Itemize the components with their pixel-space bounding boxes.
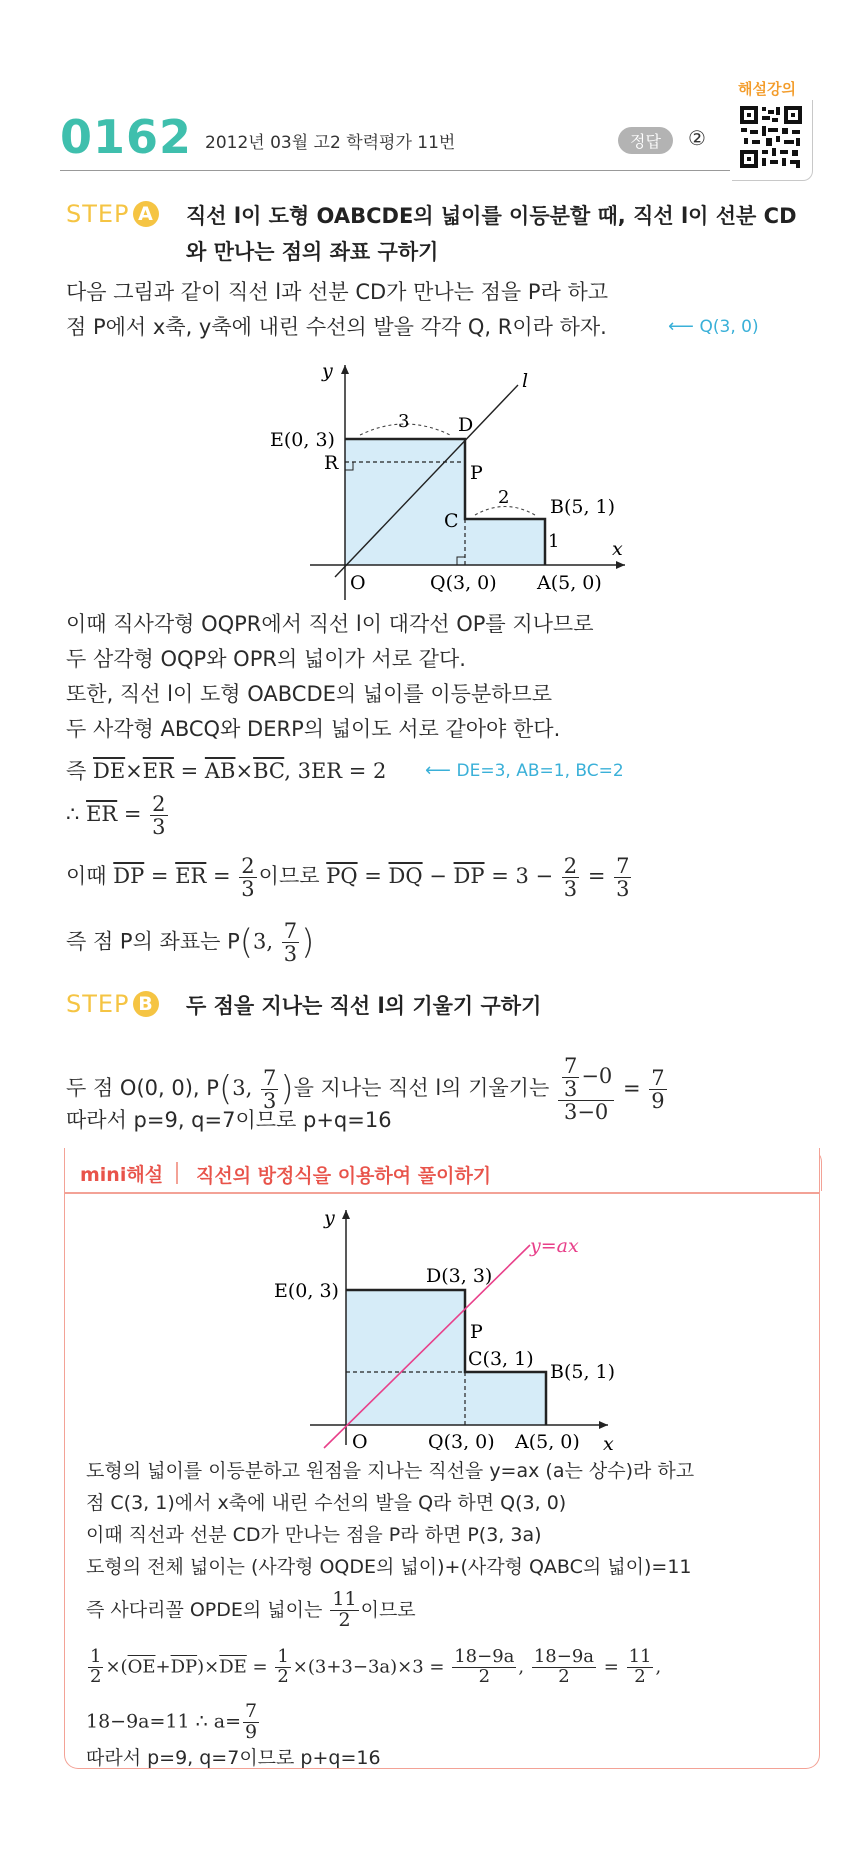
fig1-label-r: R [324,452,339,474]
fig2-label-line: y=ax [530,1235,579,1257]
note-lengths: ⟵ DE=3, AB=1, BC=2 [425,760,624,781]
mini-divider [176,1162,178,1184]
step-a-paragraph-2: 점 P에서 x축, y축에 내린 수선의 발을 각각 Q, R이라 하자. [66,315,607,339]
figure-1-diagram [250,355,640,605]
fig1-label-b: B(5, 1) [550,496,616,518]
step-b-badge: B [133,991,159,1017]
step-b-title: 두 점을 지나는 직선 l의 기울기 구하기 [186,994,542,1018]
fig1-label-x: x [612,538,623,560]
lecture-label: 해설강의 [738,80,796,98]
exam-source: 2012년 03월 고2 학력평가 11번 [205,133,456,153]
step-b-label: STEP B [66,990,159,1018]
step-a-coordinate: 즉 점 P의 좌표는 P(3, $\frac{7}{3}$ ) [66,919,315,967]
problem-number: 0162 [60,110,193,164]
fig1-label-q: Q(3, 0) [430,572,497,594]
step-a-title-line2: 와 만나는 점의 좌표 구하기 [186,240,439,264]
fig2-label-c: C(3, 1) [468,1348,534,1370]
step-a-equation-1: 즉 $\overline{DE}\times\overline{ER} = \overline{AB}\times\overline{BC}$, 3ER = 2 [66,759,387,783]
fig1-length-3: 3 [398,411,410,432]
fig2-label-e: E(0, 3) [274,1280,339,1302]
fig1-label-y: y [322,360,333,382]
fig1-label-p: P [470,462,483,484]
fig1-label-d: D [458,414,474,436]
fig2-label-d: D(3, 3) [426,1265,493,1287]
step-a-title-line1: 직선 l이 도형 OABCDE의 넓이를 이등분할 때, 직선 l이 선분 CD [186,204,797,228]
fig1-label-o: O [350,572,366,594]
mini-line-5: 즉 사다리꼴 OPDE의 넓이는 $\frac{11}{2}$ 이므로 [86,1588,416,1631]
fig1-label-l: l [522,370,529,392]
figure-2-diagram [268,1200,628,1450]
mini-line-2: 점 C(3, 1)에서 x축에 내린 수선의 발을 Q라 하면 Q(3, 0) [86,1492,567,1514]
fig2-label-q: Q(3, 0) [428,1431,495,1450]
mini-line-1: 도형의 넓이를 이등분하고 원점을 지나는 직선을 y=ax (a는 상수)라 하고 [86,1460,695,1482]
fig2-label-y: y [324,1207,335,1229]
step-b-result: 따라서 p=9, q=7이므로 p+q=16 [66,1108,392,1132]
fig2-label-x: x [603,1433,614,1450]
step-a-equation-pq: 이때 $\overline{DP} = \overline{ER}$ = $\frac{2}{3}$ 이므로 $\overline{PQ} = \overline{DQ} - \overline{DP} = 3$ − $\frac{2}{3}$ = $\frac{7}{3}$ [66,854,630,902]
note-q-coordinate: ⟵ Q(3, 0) [668,316,759,337]
step-a-paragraph-5: 또한, 직선 l이 도형 OABCDE의 넓이를 이등분하므로 [66,682,553,706]
mini-line-8: 따라서 p=9, q=7이므로 p+q=16 [86,1747,381,1769]
step-a-paragraph-3: 이때 직사각형 OQPR에서 직선 l이 대각선 OP를 지나므로 [66,612,594,636]
fig1-length-2: 2 [498,487,510,508]
qr-code-icon[interactable] [738,104,804,170]
step-a-equation-er: ∴ $\overline{ER}$ = $\frac{2}{3}$ [66,792,166,840]
fig1-label-c: C [444,510,459,532]
mini-line-4: 도형의 전체 넓이는 (사각형 OQDE의 넓이)+(사각형 QABC의 넓이)=11 [86,1556,692,1578]
mini-line-3: 이때 직선과 선분 CD가 만나는 점을 P라 하면 P(3, 3a) [86,1524,542,1546]
region-oabcde [345,439,545,565]
answer-value: ② [688,126,706,150]
step-a-paragraph-4: 두 삼각형 OQP와 OPR의 넓이가 서로 같다. [66,647,466,671]
fig1-length-1: 1 [548,531,560,552]
step-b-slope: 두 점 O(0, 0), P(3, $\frac{7}{3}$ )을 지나는 직선 l의 기울기는 $\frac{7}{3}$ −0 3−0 = $\frac{7}{9}$ [66,1054,665,1125]
fig1-label-e: E(0, 3) [270,429,335,451]
header-rule [60,170,730,171]
answer-badge: 정답 [618,127,673,154]
step-a-paragraph-1: 다음 그림과 같이 직선 l과 선분 CD가 만나는 점을 P라 하고 [66,280,609,304]
mini-title: 직선의 방정식을 이용하여 풀이하기 [196,1165,492,1187]
mini-line-7: 18−9a=11 ∴ a= $\frac{7}{9}$ [86,1700,258,1743]
fig2-label-a: A(5, 0) [515,1431,580,1450]
step-a-badge: A [133,201,159,227]
step-a-label: STEP A [66,200,159,228]
mini-header-rule [64,1192,820,1194]
fig2-label-b: B(5, 1) [550,1361,616,1383]
fig2-label-p: P [470,1321,483,1343]
mini-line-6: $\frac{1}{2}$ $\times(\overline{OE}+\overline{DP})\times\overline{DE}$ = $\frac{1}{2}$ ×(3+3−3a)×3 = $\frac{18-9a}{2}$ , $\frac{18-9a}{2}$ = $\frac{11}{2}$ , [90,1646,662,1687]
fig1-label-a: A(5, 0) [537,572,602,594]
step-a-paragraph-6: 두 사각형 ABCQ와 DERP의 넓이도 서로 같아야 한다. [66,717,561,741]
fig2-label-o: O [352,1431,368,1450]
mini-logo: mini해설 [80,1164,164,1186]
